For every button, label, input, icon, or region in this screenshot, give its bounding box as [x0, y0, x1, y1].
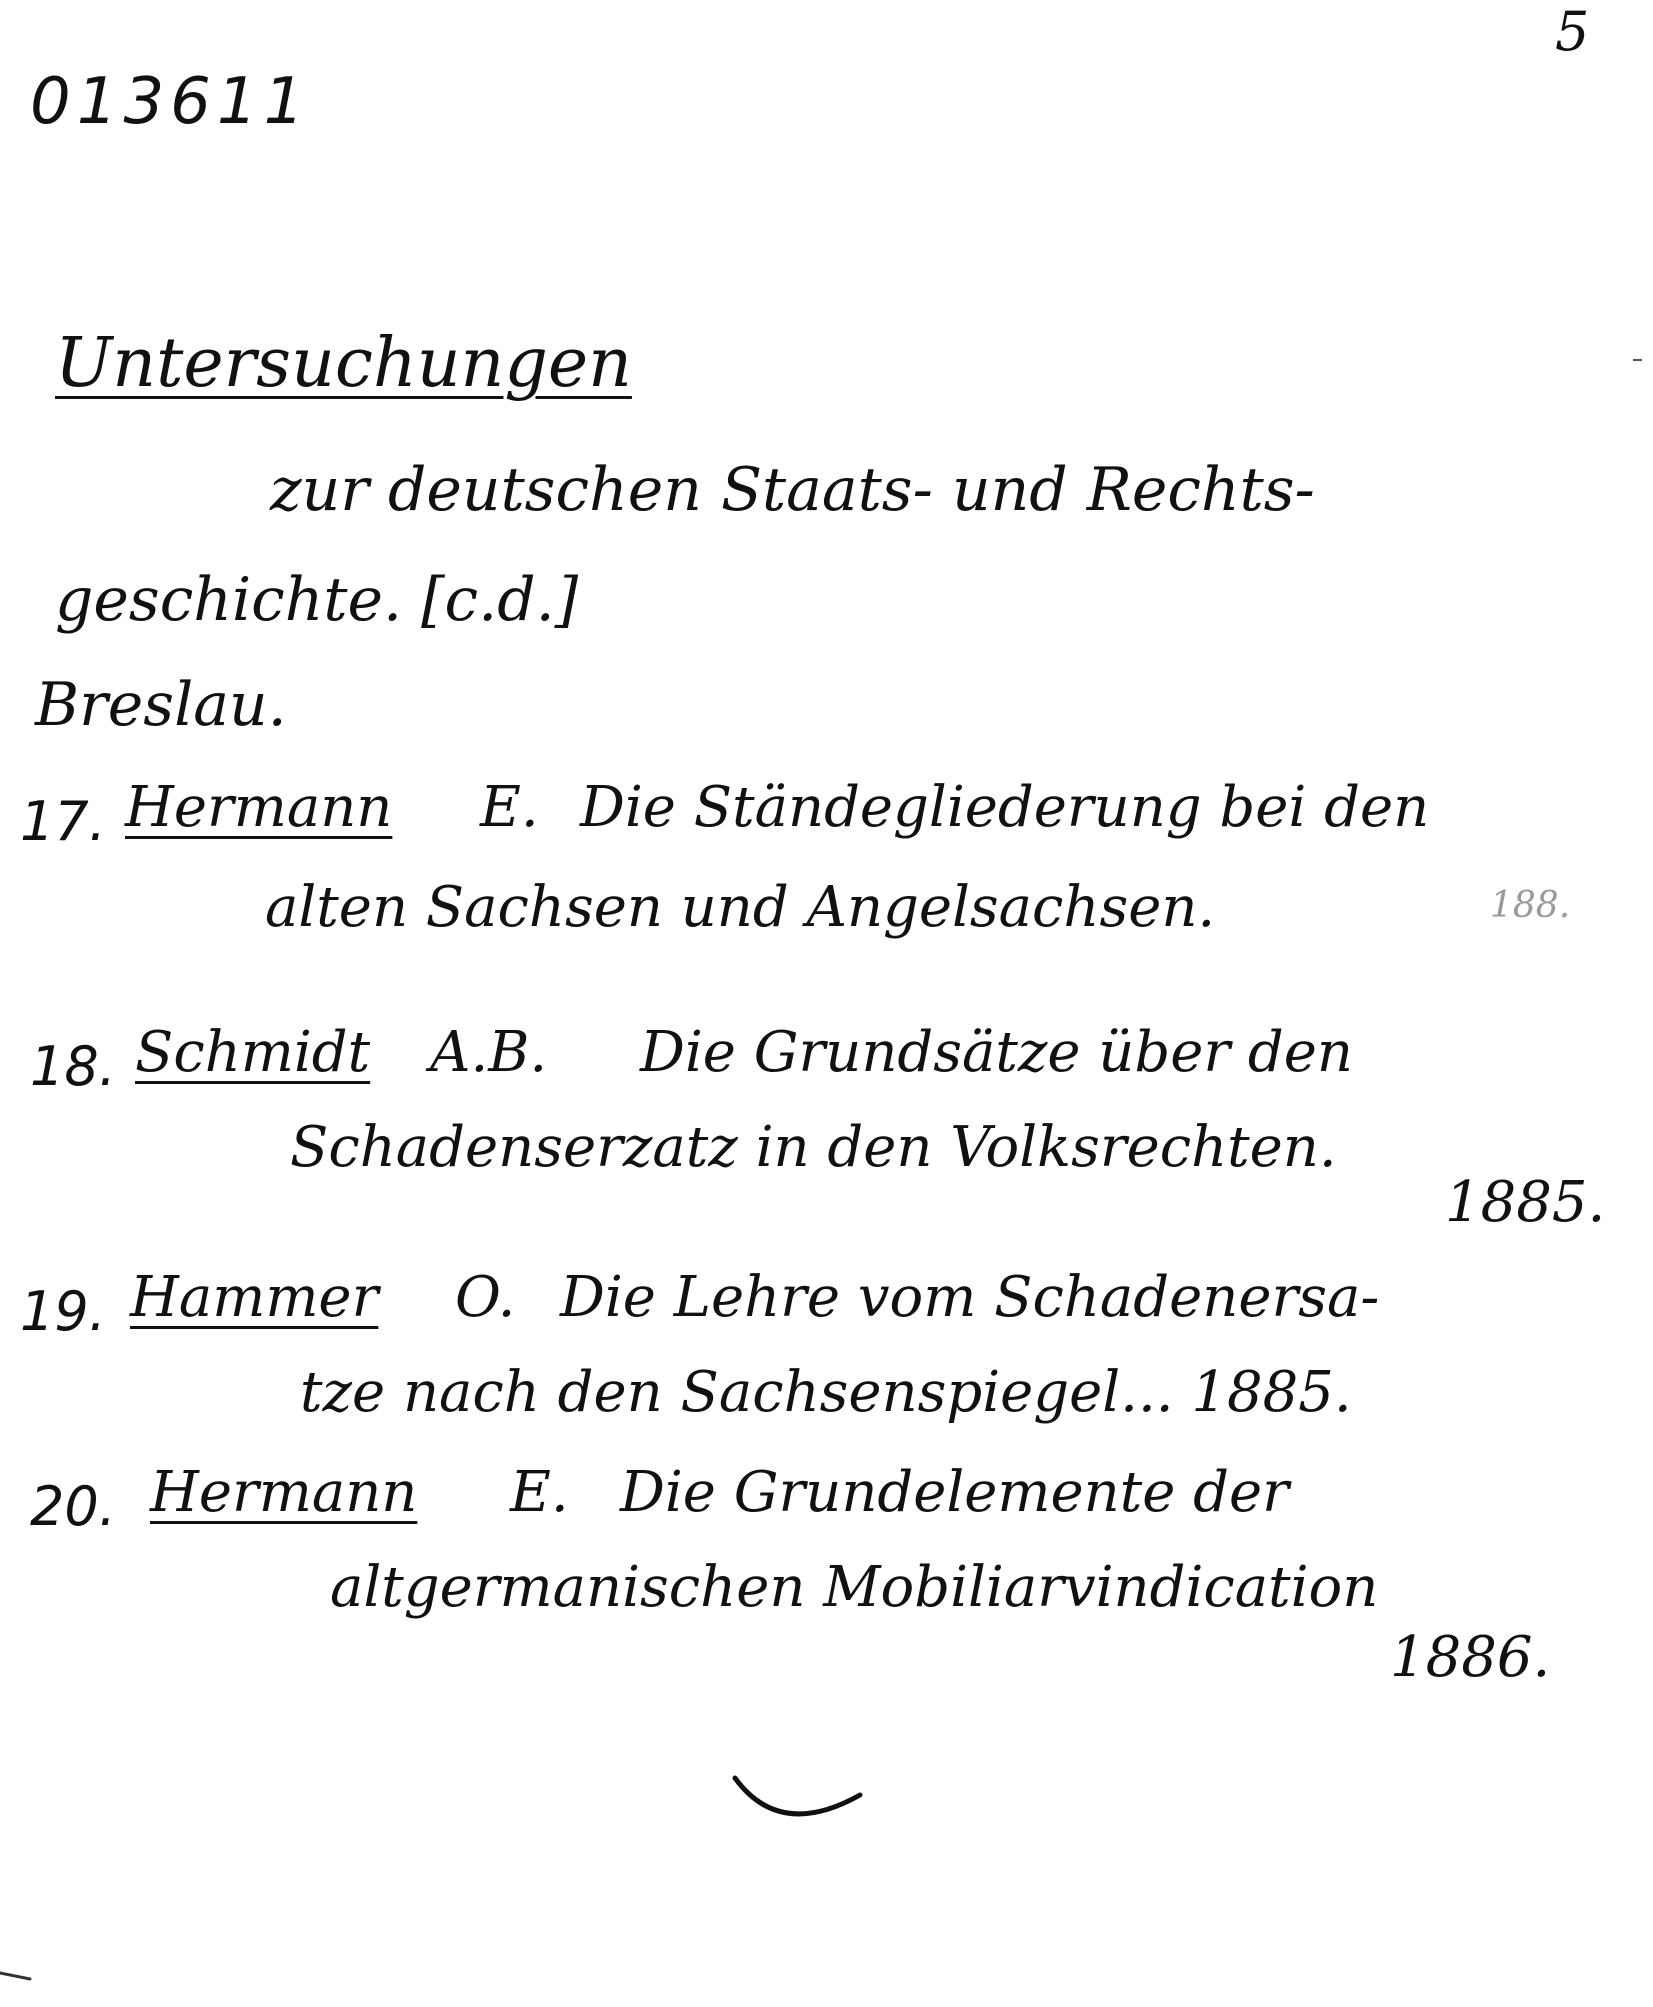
entry-year: 1886.: [1390, 1625, 1551, 1690]
edge-mark-left: [0, 1965, 40, 1985]
speck-mark: [1632, 356, 1644, 364]
series-place: Breslau.: [35, 670, 287, 740]
entry-title-line1: Die Lehre vom Schadenersa-: [560, 1265, 1380, 1330]
entry-title-line2: tze nach den Sachsenspiegel... 1885.: [300, 1360, 1352, 1425]
entry-number: 19.: [20, 1280, 106, 1343]
series-subtitle-line1: zur deutschen Staats- und Rechts-: [270, 455, 1315, 525]
entry-author: Hermann: [150, 1460, 418, 1525]
entry-author: Schmidt: [135, 1020, 371, 1085]
entry-initial: E.: [480, 775, 539, 840]
entry-year: 1885.: [1445, 1170, 1606, 1235]
entry-title-line1: Die Grundelemente der: [620, 1460, 1289, 1525]
entry-author: Hermann: [125, 775, 393, 840]
binding-notch-mark: [730, 1770, 870, 1840]
series-title: Untersuchungen: [55, 324, 632, 403]
entry-initial: O.: [455, 1265, 516, 1330]
entry-initial: A.B.: [430, 1020, 548, 1085]
entry-number: 17.: [20, 790, 106, 853]
entry-year-partial: 188.: [1490, 885, 1571, 926]
entry-title-line2: alten Sachsen und Angelsachsen.: [265, 875, 1216, 940]
entry-number: 20.: [30, 1475, 116, 1538]
catalog-number: 013611: [30, 65, 311, 139]
entry-number: 18.: [30, 1035, 116, 1098]
entry-author: Hammer: [130, 1265, 379, 1330]
series-subtitle-line2: geschichte. [c.d.]: [55, 565, 579, 635]
entry-title-line2: altgermanischen Mobiliarvindication: [330, 1555, 1379, 1620]
entry-title-line1: Die Ständegliederung bei den: [580, 775, 1430, 840]
page-number: 5: [1555, 0, 1590, 63]
entry-title-line1: Die Grundsätze über den: [640, 1020, 1353, 1085]
entry-initial: E.: [510, 1460, 569, 1525]
entry-title-line2: Schadenserzatz in den Volksrechten.: [290, 1115, 1337, 1180]
